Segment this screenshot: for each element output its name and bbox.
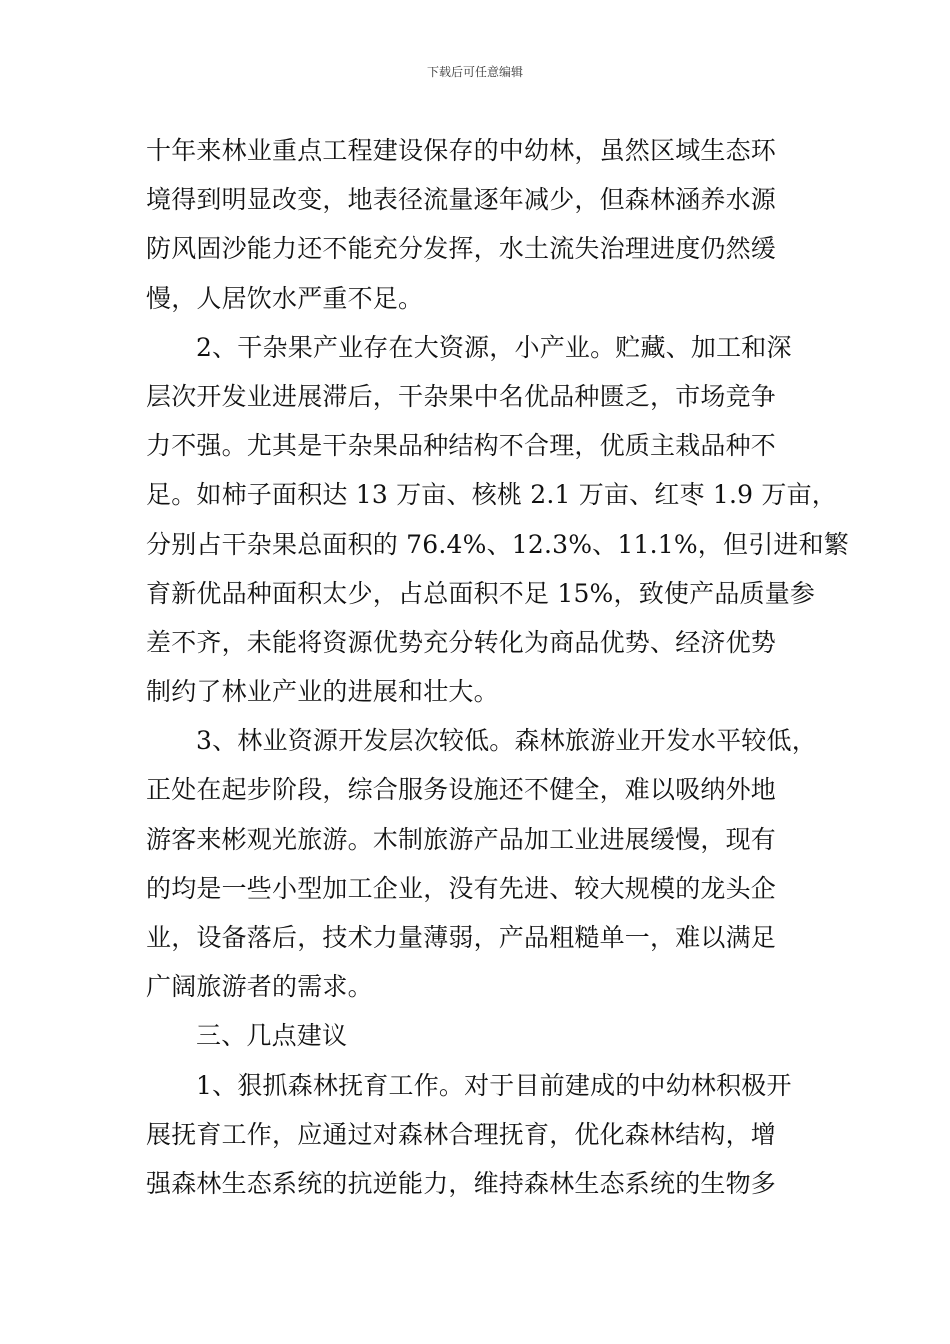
text-line: 游客来彬观光旅游。木制旅游产品加工业进展缓慢，现有: [146, 824, 777, 854]
text-line: 防风固沙能力还不能充分发挥，水土流失治理进度仍然缓: [146, 234, 777, 264]
document-body: [146, 126, 850, 1208]
page-header: 下载后可任意编辑: [426, 65, 523, 79]
text-line: 业，设备落后，技术力量薄弱，产品粗糙单一，难以满足: [146, 923, 777, 952]
text-line: 足。如柿子面积达 13 万亩、核桃 2.1 万亩、红枣 1.9 万亩，: [146, 480, 838, 510]
text-line: 制约了林业产业的进展和壮大。: [146, 677, 499, 707]
text-line: 的均是一些小型加工企业，没有先进、较大规模的龙头企: [146, 873, 777, 903]
section-heading: 三、几点建议: [196, 1021, 348, 1051]
text-line: 境得到明显改变，地表径流量逐年减少，但森林涵养水源: [146, 185, 777, 215]
text-line: 慢，人居饮水严重不足。: [146, 283, 424, 313]
paragraph-start-line: 3、林业资源开发层次较低。森林旅游业开发水平较低，: [196, 726, 817, 756]
paragraph-start-line: 2、干杂果产业存在大资源，小产业。贮藏、加工和深: [196, 332, 792, 362]
text-line: 正处在起步阶段，综合服务设施还不健全，难以吸纳外地: [146, 775, 777, 805]
text-line: 育新优品种面积太少，占总面积不足 15%，致使产品质量参: [146, 578, 816, 608]
text-line: 力不强。尤其是干杂果品种结构不合理，优质主栽品种不: [146, 431, 777, 461]
text-line: 展抚育工作，应通过对森林合理抚育，优化森林结构，增: [146, 1119, 777, 1149]
text-line: 分别占干杂果总面积的 76.4%、12.3%、11.1%，但引进和繁: [146, 529, 850, 559]
text-line: 十年来林业重点工程建设保存的中幼林，虽然区域生态环: [146, 136, 777, 165]
text-line: 广阔旅游者的需求。: [146, 972, 373, 1002]
text-line: 层次开发业进展滞后，干杂果中名优品种匮乏，市场竞争: [146, 381, 777, 411]
text-line: 差不齐，未能将资源优势充分转化为商品优势、经济优势: [146, 627, 777, 657]
text-line: 强森林生态系统的抗逆能力，维持森林生态系统的生物多: [146, 1168, 777, 1198]
paragraph-start-line: 1、狠抓森林抚育工作。对于目前建成的中幼林积极开: [196, 1070, 792, 1100]
